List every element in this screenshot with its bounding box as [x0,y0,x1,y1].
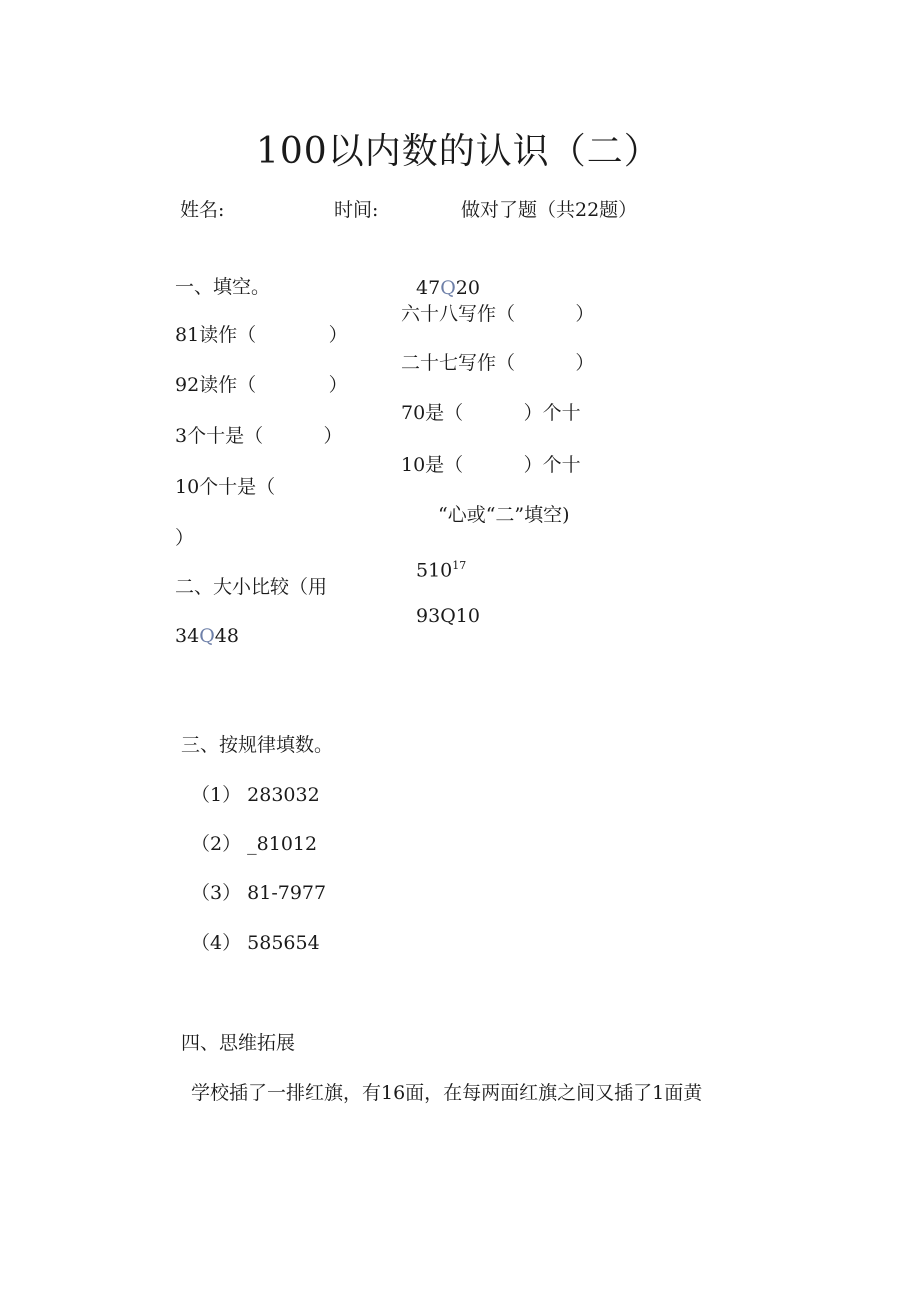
fill-item-4-close: ） [175,527,195,549]
section-4-heading: 四、思维拓展 [181,1032,296,1054]
name-label: 姓名: [180,199,225,221]
fill-item-2: 92读作（ ） [175,374,348,396]
fill-item-7: 70是（ ）个十 [401,402,581,424]
comparison-1: 34Q48 [175,625,239,647]
sequence-item-3: （3） 81-7977 [191,882,327,904]
section-1-heading: 一、填空。 [175,276,271,298]
sequence-item-2: （2） _81012 [191,833,318,855]
fill-item-1: 81读作（ ） [175,324,348,346]
fill-item-3: 3个十是（ ） [175,425,343,447]
fill-item-5: 六十八写作（ ） [401,303,595,325]
score-label: 做对了题（共22题） [461,199,638,221]
comparison-3: $510^{17}$ [416,559,467,582]
sequence-item-1: （1） 283032 [191,784,320,806]
section-2-heading-cont: “心或“二”填空) [438,504,570,526]
comparison-4: 93Q10 [416,605,480,627]
sequence-item-4: （4） 585654 [191,932,320,954]
time-label: 时间: [334,199,379,221]
comparison-2: 47Q20 [416,277,480,299]
fill-item-4: 10个十是（ [175,476,276,498]
section-3-heading: 三、按规律填数。 [181,734,334,756]
section-2-heading: 二、大小比较（用 [175,576,328,598]
fill-item-8: 10是（ ）个十 [401,454,581,476]
page-title: 100以内数的认识（二） [256,131,661,172]
fill-item-6: 二十七写作（ ） [401,352,595,374]
thinking-problem-text: 学校插了一排红旗，有16面，在每两面红旗之间又插了1面黄 [191,1082,703,1104]
